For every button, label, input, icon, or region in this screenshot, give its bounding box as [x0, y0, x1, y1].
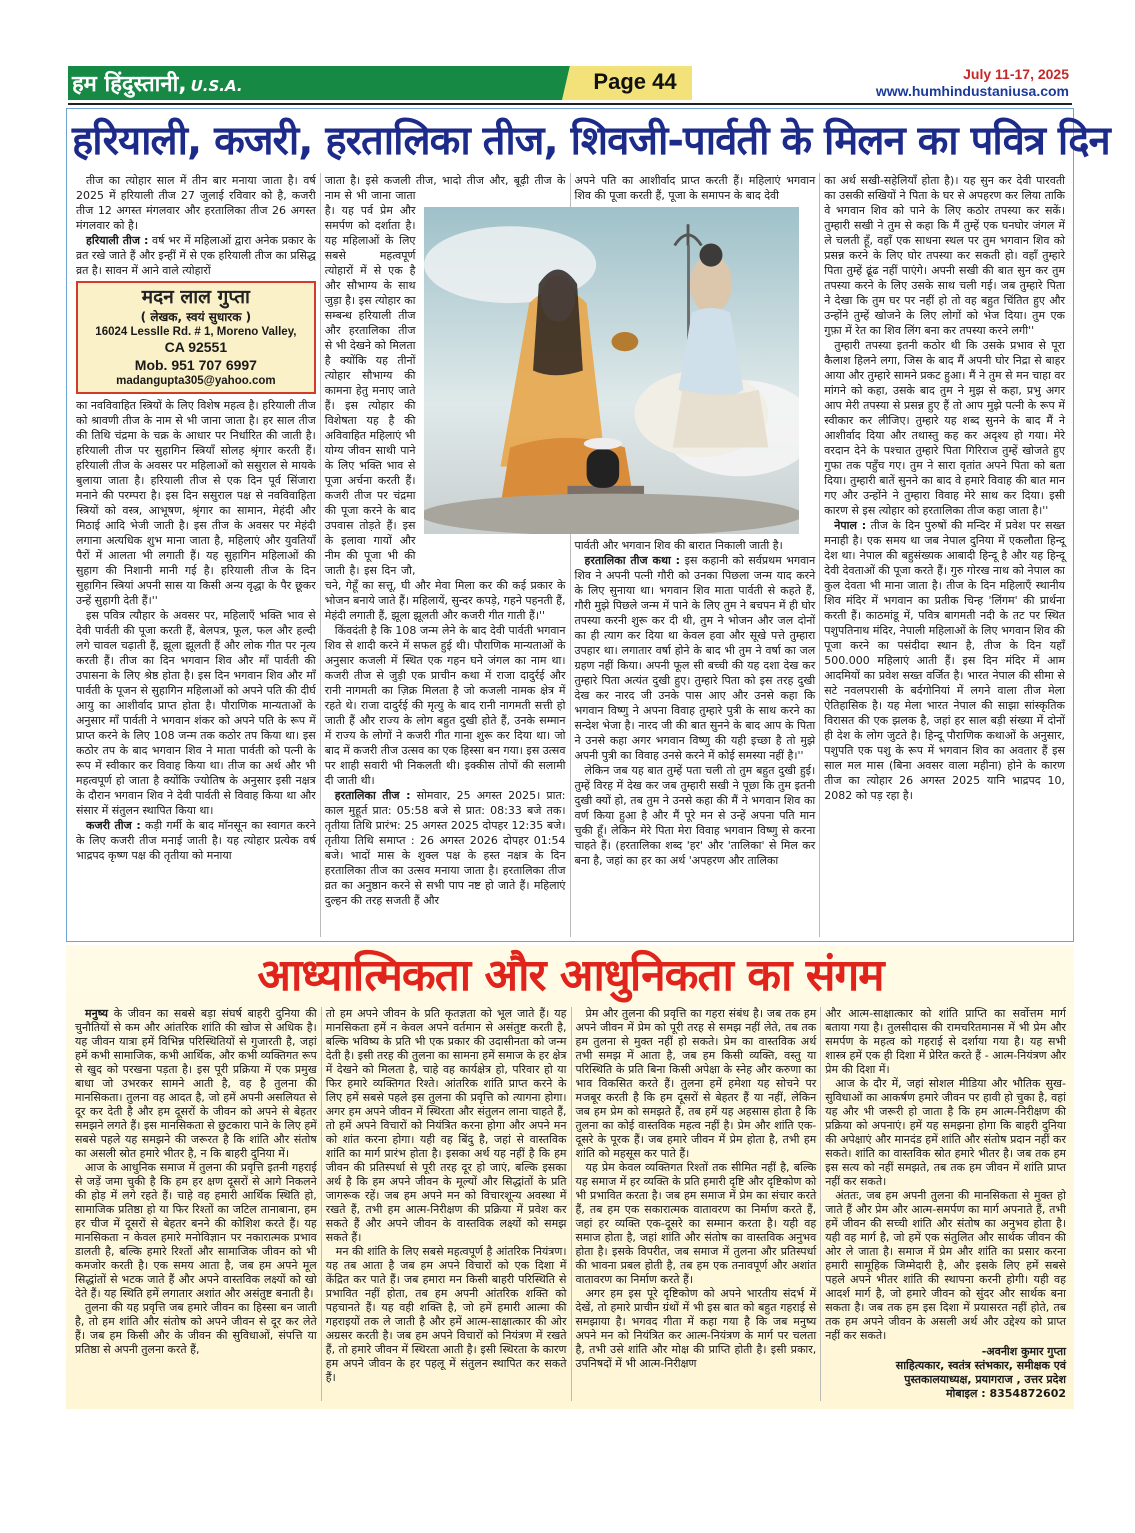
article1-column-3 — [570, 173, 820, 937]
author-contact-box — [76, 281, 316, 394]
page-content — [66, 108, 1110, 1409]
header-divider — [68, 103, 1072, 105]
paragraph: मन की शांति के लिए सबसे महत्वपूर्ण है आंतरिक नियंत्रण। यह तब आता है जब हम अपने विचारों को एक दिशा में केंद्रित कर पाते हैं। जब हमारा मन किसी बाहरी परिस्थिति से प्रभावित नहीं होता, तब हम अपनी आंतरिक शक्ति को पहचानते हैं। यह वही शक्ति है, जो हमें हमारी आत्मा की गहराइयों तक ले जाती है और हमें आत्म-साक्षात्कार की ओर अग्रसर करती है। जब हम अपने विचारों को नियंत्रण में रखते हैं, तो हमारे जीवन में स्थिरता आती है। इसी स्थिरता के कारण हम अपने जीवन के हर पहलू में संतुलन स्थापित कर सकते हैं। — [325, 1245, 567, 1384]
author-name: मदन लाल गुप्ता — [141, 286, 250, 308]
masthead-title: हम हिंदुस्तानी, — [72, 72, 187, 97]
paragraph: किंवदंती है कि 108 जन्म लेने के बाद देवी पार्वती भगवान शिव से शादी करने में सफल हुई थी। पौराणिक मान्यताओं के अनुसार कजली में स्थित एक गहन घने जंगल का नाम था। कजरी तीज से जुड़ी एक प्राचीन कथा में राजा दादुर्रई और रानी नागमती का ज़िक्र मिलता है जो कजली नामक क्षेत्र में रहते थे। राजा दादुर्रई की मृत्यु के बाद रानी नागमती सत्ती हो जाती हैं और राज्य के लोग बहुत दुखी होते हैं, उनके सम्मान में राज्य के लोगों ने कजरी गीत गाना शुरू कर दिया था। जो बाद में कजरी तीज उत्सव का एक हिस्सा बन गया। इस उत्सव पर शाही सवारी भी निकलती थी। इक्कीस तोपों की सलामी दी जाती थी। — [324, 624, 566, 787]
paragraph: मनुष्य के जीवन का सबसे बड़ा संघर्ष बाहरी दुनिया की चुनौतियों से कम और आंतरिक शांति की खोज से अधिक है। यह जीवन यात्रा हमें विभिन्न परिस्थितियों से गुजारती है, जहां हमें कभी सामाजिक, कभी आर्थिक, और कभी व्यक्तिगत रूप से खुद को परखना पड़ता है। इस पूरी प्रक्रिया में एक प्रमुख बाधा जो उभरकर सामने आती है, वह है तुलना की मानसिकता। तुलना वह आदत है, जो हमें अपनी असलियत से दूर कर देती है और हम दूसरों के जीवन को अपने से बेहतर समझने लगते हैं। इस मानसिकता से छुटकारा पाने के लिए हमें सबसे पहले यह समझने की जरूरत है कि शांति और संतोष का असली स्रोत हमारे भीतर है, न कि बाहरी दुनिया में। — [75, 1007, 317, 1160]
byline-author: -अवनीश कुमार गुप्ता — [981, 1345, 1066, 1358]
shiva-parvati-illustration — [424, 207, 799, 534]
paragraph: और आत्म-साक्षात्कार को शांति प्राप्ति का सर्वोत्तम मार्ग बताया गया है। तुलसीदास की रामचरितमानस में भी प्रेम और समर्पण के महत्व को गहराई से दर्शाया गया है। यह सभी शास्त्र हमें एक ही दिशा में प्रेरित करते हैं - आत्म-नियंत्रण और प्रेम की दिशा में। — [825, 1007, 1066, 1076]
article2-column-2 — [321, 1007, 571, 1401]
page-number: Page 44 — [593, 69, 677, 94]
subhead: हरियाली तीज : — [86, 234, 149, 247]
paragraph: पार्वती और भगवान शिव की बारात निकाली जाती है। — [574, 539, 783, 552]
website-link[interactable]: www.humhindustaniusa.com — [875, 83, 1069, 99]
subhead: नेपाल : — [834, 519, 867, 532]
author-mobile: Mob. 951 707 6997 — [134, 356, 257, 373]
article2-columns — [71, 1007, 1070, 1401]
paragraph: कजरी तीज : कड़ी गर्मी के बाद मॉनसून का स्वागत करने के लिए कजरी तीज मनाई जाती है। यह त्योहार प्रत्येक वर्ष भाद्रपद कृष्ण पक्ष की तृतीया को मनाया — [76, 818, 316, 862]
paragraph: का अर्थ सखी-सहेलियाँ होता है)। यह सुन कर देवी पारवती का उसकी सखियों ने पिता के घर से अपहरण कर लिया ताकि वे भगवान शिव को पाने के लिए कठोर तपस्या कर सकें। तुम्हारी सखी ने तुम से कहा कि मैं तुम्हें एक घनघोर जंगल में ले चलती हूँ, वहाँ एक साधना स्थल पर तुम भगवान शिव को प्रसन्न करने के लिए घोर तपस्या कर सकती हो। वहाँ तुम्हारे पिता तुम्हें ढूंढ नहीं पाएंगे। अपनी सखी की बात सुन कर तुम तपस्या करने के लिए उसके साथ चली गई। जब तुम्हारे पिता ने देखा कि तुम घर पर नहीं हो तो वह बहुत चिंतित हुए और उन्होंने तुम्हें खोजने के लिए लोगों को भेज दिया। तुम एक गुफ़ा में रेत का शिव लिंग बना कर तपस्या करने लगी'' — [824, 174, 1065, 337]
paragraph: तो हम अपने जीवन के प्रति कृतज्ञता को भूल जाते हैं। यह मानसिकता हमें न केवल अपने वर्तमान से असंतुष्ट करती है, बल्कि भविष्य के प्रति भी एक प्रकार की उदासीनता को जन्म देती है। इसी तरह की तुलना का सामना हमें समाज के हर क्षेत्र में देखने को मिलता है, चाहे वह कार्यक्षेत्र हो, परिवार हो या फिर हमारे व्यक्तिगत रिश्ते। आंतरिक शांति प्राप्त करने के लिए हमें सबसे पहले इस तुलना की प्रवृत्ति को त्यागना होगा। अगर हम अपने जीवन में स्थिरता और संतुलन लाना चाहते हैं, तो हमें अपने विचारों को नियंत्रित करना होगा और अपने मन को शांत करना होगा। यही वह बिंदु है, जहां से वास्तविक शांति का मार्ग प्रारंभ होता है। इसका अर्थ यह नहीं है कि हम जीवन की प्रतिस्पर्धा से पूरी तरह दूर हो जाएं, बल्कि इसका अर्थ है कि हम अपने जीवन के मूल्यों और सिद्धांतों के प्रति जागरूक रहें। जब हम अपने मन को विचारशून्य अवस्था में रखते हैं, तभी हम आत्म-निरीक्षण की प्रक्रिया में प्रवेश कर सकते हैं और अपने जीवन के वास्तविक लक्ष्यों को समझ सकते हैं। — [325, 1007, 567, 1244]
author-role: ( लेखक, स्वयं सुधारक ) — [140, 309, 252, 324]
article1-columns — [72, 173, 1069, 937]
paragraph: जाता है। इसे कजली तीज, भादो तीज और, बूढ़ी तीज के नाम से भी जाना जाता है। यह पर्व प्रेम और समर्पण को दर्शाता है। यह महिलाओं के लिए सबसे महत्वपूर्ण त्योहारों में से एक है और सौभाग्य के साथ जुड़ा है। इस त्योहार का सम्बन्ध हरियाली तीज और हरतालिका तीज से भी देखने को मिलता है क्योंकि यह तीनों त्योहार सौभाग्य की कामना हेतु मनाए जाते हैं। इस त्योहार की विशेषता यह है की अविवाहित महिलाएं भी योग्य जीवन साथी पाने के लिए भक्ति भाव से पूजा अर्चना करती हैं। कजरी तीज पर चंद्रमा की पूजा करने के बाद उपवास तोड़ते हैं। इस के इलावा गायों और नीम की पूजा भी की जाती है। इस दिन जौ, चने, गेहूँ का सत्तू, घी और मेवा मिला कर की कई प्रकार के भोजन बनाये जाते हैं। महिलायें, सुन्दर कपड़े, गहने पहनती हैं, मेहंदी लगाती हैं, झूला झूलती और कजरी गीत गाती हैं।'' — [324, 174, 566, 622]
paragraph: हरतालिका तीज : सोमवार, 25 अगस्त 2025। प्रात: काल मुहूर्त प्रात: 05:58 बजे से प्रात: 08:33 बजे तक। तृतीया तिथि प्रारंभ: 25 अगस्त 2025 दोपहर 12:35 बजे। तृतीया तिथि समाप्त : 26 अगस्त 2026 दोपहर 01:54 बजे। भादों मास के शुक्ल पक्ष के हस्त नक्षत्र के दिन हरतालिका तीज का उत्सव मनाया जाता है। हरतालिका तीज व्रत का अनुष्ठान करने से सभी पाप नष्ट हो जाते हैं। महिलाएं दुल्हन की तरह सजती हैं और — [324, 789, 566, 907]
article1-column-4 — [819, 173, 1069, 937]
subhead: हरतालिका तीज : — [334, 789, 411, 802]
paragraph: का नवविवाहित स्त्रियों के लिए विशेष महत्व है। हरियाली तीज को श्रावणी तीज के नाम से भी जाना जाता है। हर साल तीज की तिथि चंद्रमा के चक्र के आधार पर निर्धारित की जाती है। हरियाली तीज पर सुहागिन स्त्रियाँ सोलह श्रृंगार करती हैं। हरियाली तीज के अवसर पर महिलाओं को ससुराल से मायके बुलाया जाता है। हरियाली तीज से एक दिन पूर्व सिंजारा मनाने की परम्परा है। इस दिन ससुराल पक्ष से नवविवाहिता स्त्रियों को वस्त्र, आभूषण, श्रृंगार का सामान, मेहंदी और मिठाई आदि भेजी जाती है। इस तीज के अवसर पर मेहंदी लगाना अत्यधिक शुभ माना जाता है, महिलाएं और युवतियाँ पैरों में आलता भी लगाती हैं। यह सुहागिन महिलाओं की सुहाग की निशानी मानी गई है। हरियाली तीज के दिन सुहागिन स्त्रियां अपनी सास या किसी अन्य वृद्धा के पैर छूकर उन्हें सुहागी देती हैं।'' — [76, 398, 316, 607]
article1-headline: हरियाली, कजरी, हरतालिका तीज, शिवजी-पार्वती के मिलन का पवित्र दिन — [72, 118, 1110, 164]
subhead: हरतालिका तीज कथा : — [584, 554, 681, 567]
author-address: 16024 Lesslle Rd. # 1, Moreno Valley, — [95, 325, 297, 338]
paragraph: तुम्हारी तपस्या इतनी कठोर थी कि उसके प्रभाव से पूरा कैलाश हिलने लगा, जिस के बाद मैं अपनी घोर निद्रा से बाहर आया और तुम्हारे सामने प्रकट हुआ। मैं ने तुम से मन चाहा वर मांगने को कहा, उसके बाद तुम ने मुझ से कहा, प्रभु अगर आप मेरी तपस्या से प्रसन्न हुए हैं तो आप मुझे पत्नी के रूप में स्वीकार कर लीजिए। तुम्हारे यह शब्द सुनने के बाद मैं ने आशीर्वाद दिया और तथास्तु कह कर अदृश्य हो गया। मेरे वरदान देने के पश्चात तुम्हारे पिता गिरिराज तुम्हें खोजते हुए गुफा तक पहुँच गए। तुम ने सारा वृतांत अपने पिता को बता दिया। तुम्हारी बातें सुनने का बाद वे हमारे विवाह की बात मान गए और उन्होंने ने तुम्हारा विवाह मेरे साथ कर दिया। इसी कारण से इस त्योहार को हरतालिका तीज कहा जाता है।'' — [824, 339, 1065, 517]
paragraph: इस पवित्र त्यौहार के अवसर पर, महिलाएँ भक्ति भाव से देवी पार्वती की पूजा करती हैं, बेलपत्र, फूल, फल और हल्दी लगे चावल चढ़ाती हैं, झूला झूलती हैं और लोक गीत पर नृत्य करती हैं। तीज का दिन भगवान शिव और माँ पार्वती की उपासना के लिए श्रेष्ठ होता है। इस दिन भगवान शिव और माँ पार्वती के पूजन से सुहागिन महिलाओं को अपने पति की दीर्घ आयु का आशीर्वाद प्राप्त होता है। पौराणिक मान्यताओं के अनुसार माँ पार्वती ने भगवान शंकर को अपने पति के रूप में प्राप्त करने के लिए 108 जन्म तक कठोर तप किया था। इस कठोर तप के बाद भगवान शिव ने माता पार्वती को पत्नी के रूप में स्वीकार कर विवाह किया था। तीज का अर्थ और भी महत्वपूर्ण हो जाता है क्योंकि ज्योतिष के अनुसार इसी नक्षत्र के दौरान भगवान शिव ने देवी पार्वती से विवाह किया था और संसार में संतुलन स्थापित किया था। — [76, 608, 316, 817]
paragraph: आज के दौर में, जहां सोशल मीडिया और भौतिक सुख-सुविधाओं का आकर्षण हमारे जीवन पर हावी हो चुका है, वहां यह और भी जरूरी हो जाता है कि हम आत्म-निरीक्षण की प्रक्रिया को अपनाएं। हमें यह समझना होगा कि बाहरी दुनिया की अपेक्षाएं और मानदंड हमें शांति और संतोष प्रदान नहीं कर सकते। शांति का वास्तविक स्रोत हमारे भीतर है। जब तक हम इस सत्य को नहीं समझते, तब तक हम जीवन में शांति प्राप्त नहीं कर सकते। — [825, 1077, 1066, 1188]
masthead-suffix: U.S.A. — [190, 77, 243, 95]
paragraph: अंततः, जब हम अपनी तुलना की मानसिकता से मुक्त हो जाते हैं और प्रेम और आत्म-समर्पण का मार्ग अपनाते हैं, तभी हमें जीवन की सच्ची शांति और संतोष का अनुभव होता है। यही वह मार्ग है, जो हमें एक संतुलित और सार्थक जीवन की ओर ले जाता है। समाज में प्रेम और शांति का प्रसार करना हमारी सामूहिक जिम्मेदारी है, और इसके लिए हमें सबसे पहले अपने भीतर शांति की स्थापना करनी होगी। यही वह आदर्श मार्ग है, जो हमारे जीवन को सुंदर और सार्थक बना सकता है। जब तक हम इस दिशा में प्रयासरत नहीं होते, तब तक हम अपने जीवन के असली अर्थ और उद्देश्य को प्राप्त नहीं कर सकते। — [825, 1189, 1066, 1342]
paragraph: हरतालिका तीज कथा : इस कहानी को सर्वप्रथम भगवान शिव ने अपनी पत्नी गौरी को उनका पिछला जन्म याद करने के लिए सुनाया था। भगवान शिव माता पार्वती से कहते हैं, गौरी मुझे पिछले जन्म में पाने के लिए तुम ने बचपन में ही घोर तपस्या करनी शुरू कर दी थी, तुम ने भोजन और जल दोनों का ही त्याग कर दिया था केवल हवा और सूखे पत्ते तुम्हारा उपहार था। लगातार वर्षा होने के बाद भी तुम ने वर्षा का जल ग्रहण नहीं किया। अपनी फूल सी बच्ची की यह दशा देख कर तुम्हारे पिता अत्यंत दुखी हुए। तुम्हारे पिता को इस तरह दुखी देख कर नारद जी उनके पास आए और उनसे कहा कि भगवान विष्णु ने अपना विवाह तुम्हारे पुत्री के साथ करने का सन्देश भेजा है। नारद जी की बात सुनने के बाद आप के पिता ने उनसे कहा अगर भगवान विष्णु की यही इच्छा है तो मुझे अपनी पुत्री का विवाह उनसे करने में कोई समस्या नहीं है।'' — [574, 554, 816, 762]
article2-column-1 — [71, 1007, 321, 1401]
paragraph: नेपाल : तीज के दिन पुरुषों की मन्दिर में प्रवेश पर सख्त मनाही है। एक समय था जब नेपाल दुनिया में एकलौता हिन्दू देश था। नेपाल की बहुसंख्यक आबादी हिन्दू है और यह हिन्दू देवी देवताओं की पूजा करते हैं। गुरु गोरख नाथ को नेपाल का कुल देवता भी माना जाता है। तीज के दिन महिलाएँ स्थानीय शिव मंदिर में भगवान का प्रतीक चिन्ह 'लिंगम' की प्रार्थना करती हैं। काठमांडू में, पवित्र बागमती नदी के तट पर स्थित पशुपतिनाथ मंदिर, नेपाली महिलाओं के लिए भगवान शिव की पूजा करने का पसंदीदा स्थान है, तीज के दिन यहाँ 500.000 महिलाएं आती हैं। इस दिन मंदिर में आम आदमियों का प्रवेश सख्त वर्जित है। भारत नेपाल की सीमा से सटे नवलपरासी के बर्दगोनियां में लगने वाला तीज मेला ऐतिहासिक है। यह मेला भारत नेपाल की साझा सांस्कृतिक विरासत की एक झलक है, जहां हर साल बड़ी संख्या में दोनों ही देश के लोग जुटते है। हिन्दू पौराणिक कथाओं के अनुसार, पशुपति एक पशु के रूप में भगवान शिव का अवतार हैं इस साल मल मास (बिना अवसर वाला महीना) होने के कारण तीज का त्योहार 26 अगस्त 2025 यानि भाद्रपद 10, 2082 को पड़ रहा है। — [824, 519, 1065, 802]
article2-column-4 — [820, 1007, 1070, 1401]
article2-headline: आध्यात्मिकता और आधुनिकता का संगम — [257, 950, 884, 1001]
subhead: कजरी तीज : — [86, 818, 141, 832]
article1-column-1 — [72, 173, 320, 937]
author-byline — [825, 1345, 1066, 1401]
article2-section — [66, 945, 1074, 1409]
article2-column-3 — [571, 1007, 821, 1401]
article1-frame — [66, 108, 1110, 942]
paragraph: हरियाली तीज : वर्ष भर में महिलाओं द्वारा अनेक प्रकार के व्रत रखे जाते हैं और इन्हीं में से एक हरियाली तीज का प्रसिद्ध व्रत है। सावन में आने वाले त्योहारों — [76, 234, 316, 277]
byline-mobile: मोबाइल : 8354872602 — [945, 1387, 1066, 1400]
byline-title: साहित्यकार, स्वतंत्र स्तंभकार, समीक्षक एवं — [895, 1359, 1066, 1372]
paragraph: अपने पति का आशीर्वाद प्राप्त करती हैं। महिलाएं भगवान शिव की पूजा करती हैं, पूजा के समापन के बाद देवी — [574, 174, 816, 202]
paragraph: यह प्रेम केवल व्यक्तिगत रिश्तों तक सीमित नहीं है, बल्कि यह समाज में हर व्यक्ति के प्रति हमारी दृष्टि और दृष्टिकोण को भी प्रभावित करता है। जब हम समाज में प्रेम का संचार करते हैं, तब हम एक सकारात्मक वातावरण का निर्माण करते हैं, जहां हर व्यक्ति एक-दूसरे का सम्मान करता है। यही वह समाज होता है, जहां शांति और संतोष का वास्तविक अनुभव होता है। इसके विपरीत, जब समाज में तुलना और प्रतिस्पर्धा की भावना प्रबल होती है, तब हम एक तनावपूर्ण और अशांत वातावरण का निर्माण करते हैं। — [575, 1161, 817, 1286]
paragraph: तुलना की यह प्रवृत्ति जब हमारे जीवन का हिस्सा बन जाती है, तो हम शांति और संतोष को अपने जीवन से दूर कर लेते हैं। जब हम किसी और के जीवन की सुविधाओं, संपत्ति या प्रतिष्ठा से अपनी तुलना करते हैं, — [75, 1301, 317, 1356]
byline-location: पुस्तकालयाध्यक्ष, प्रयागराज , उत्तर प्रदेश — [904, 1373, 1066, 1386]
author-city: CA 92551 — [164, 339, 228, 356]
paragraph: आज के आधुनिक समाज में तुलना की प्रवृत्ति इतनी गहराई से जड़ें जमा चुकी है कि हम हर क्षण दूसरों से आगे निकलने की होड़ में लगे रहते हैं। चाहे वह हमारी आर्थिक स्थिति हो, सामाजिक प्रतिष्ठा हो या फिर रिश्तों का जटिल तानाबाना, हम हर चीज में दूसरों से बेहतर बनने की कोशिश करते हैं। यह मानसिकता न केवल हमारे मनोविज्ञान पर नकारात्मक प्रभाव डालती है, बल्कि हमारे रिश्तों और सामाजिक जीवन को भी कमजोर करती है। एक समय आता है, जब हम अपने मूल सिद्धांतों से भटक जाते हैं और अपने वास्तविक लक्ष्यों को खो देते हैं। यह स्थिति हमें लगातार अशांत और असंतुष्ट बनाती है। — [75, 1161, 317, 1300]
paragraph: लेकिन जब यह बात तुम्हें पता चली तो तुम बहुत दुखी हुई। तुम्हें विरह में देख कर जब तुम्हारी सखी ने पूछा कि तुम इतनी दुखी क्यों हो, तब तुम ने उनसे कहा की मैं ने भगवान शिव का वर्ण किया हुआ है और मैं पूरे मन से उन्हें अपना पति मान चुकी हूँ। लेकिन मेरे पिता मेरा विवाह भगवान विष्णु से करना चाहते हैं। (हरतालिका शब्द 'हर' और 'तालिका' से मिल कर बना है, जहां का हर का अर्थ 'अपहरण और तालिका — [574, 764, 816, 867]
masthead-logo — [72, 68, 243, 98]
paragraph: अगर हम इस पूरे दृष्टिकोण को अपने भारतीय संदर्भ में देखें, तो हमारे प्राचीन ग्रंथों में भी इस बात को बहुत गहराई से समझाया है। भगवद गीता में कहा गया है कि जब मनुष्य अपने मन को नियंत्रित कर आत्म-नियंत्रण के मार्ग पर चलता है, तभी उसे शांति और मोक्ष की प्राप्ति होती है। इसी प्रकार, उपनिषदों में भी आत्म-निरीक्षण — [575, 1287, 817, 1370]
author-email[interactable]: madangupta305@yahoo.com — [116, 375, 276, 388]
issue-date: July 11-17, 2025 — [963, 66, 1069, 82]
paragraph: तीज का त्योहार साल में तीन बार मनाया जाता है। वर्ष 2025 में हरियाली तीज 27 जुलाई रविवार को है, कजरी तीज 12 अगस्त मंगलवार और हरतालिका तीज 26 अगस्त मंगलवार को है। — [76, 174, 316, 232]
paragraph: प्रेम और तुलना की प्रवृत्ति का गहरा संबंध है। जब तक हम अपने जीवन में प्रेम को पूरी तरह से समझ नहीं लेते, तब तक हम तुलना से मुक्त नहीं हो सकते। प्रेम का वास्तविक अर्थ तभी समझ में आता है, जब हम किसी व्यक्ति, वस्तु या परिस्थिति के प्रति बिना किसी अपेक्षा के स्नेह और करुणा का भाव विकसित करते हैं। तुलना हमें हमेशा यह सोचने पर मजबूर करती है कि हम दूसरों से बेहतर हैं या नहीं, लेकिन जब हम प्रेम को समझते हैं, तब हमें यह अहसास होता है कि तुलना का कोई वास्तविक महत्व नहीं है। प्रेम और शांति एक-दूसरे के पूरक हैं। जब हमारे जीवन में प्रेम होता है, तभी हम शांति को महसूस कर पाते हैं। — [575, 1007, 817, 1160]
